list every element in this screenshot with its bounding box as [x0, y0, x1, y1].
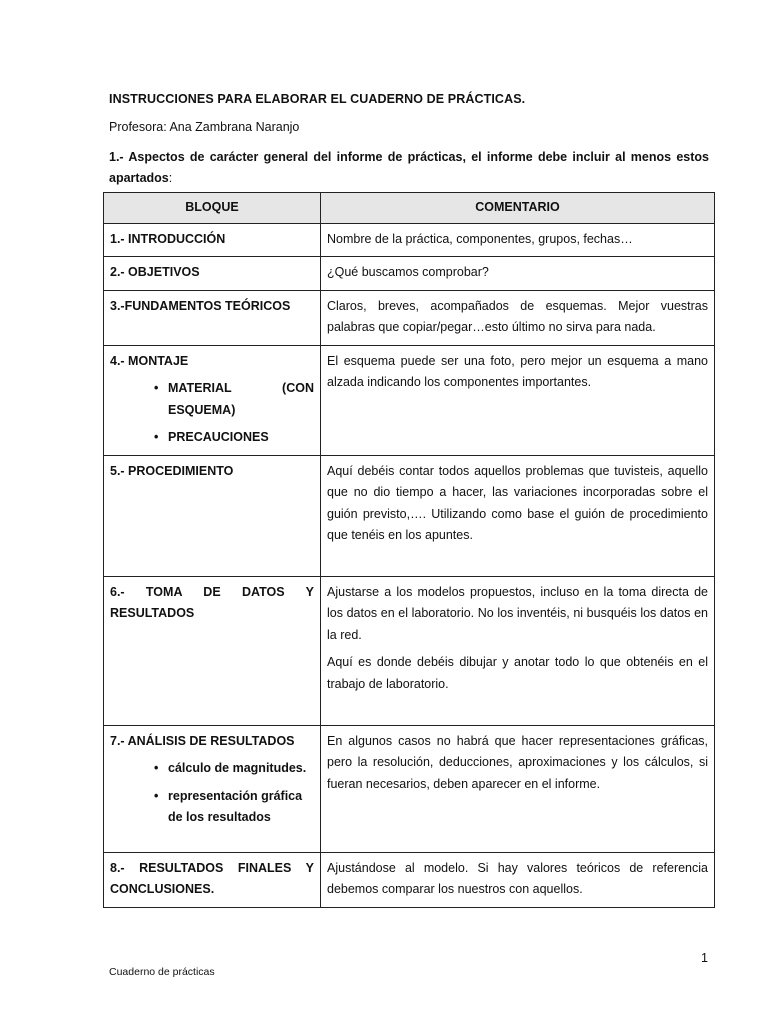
bullet-icon: • — [154, 761, 159, 775]
block-title: 7.- ANÁLISIS DE RESULTADOS — [110, 733, 295, 748]
comment-cell: Nombre de la práctica, componentes, grupos, fechas… — [321, 223, 715, 257]
block-cell: 6.- TOMA DE DATOS Y RESULTADOS — [104, 576, 321, 725]
header-comentario: COMENTARIO — [321, 193, 715, 224]
comment-cell: ¿Qué buscamos comprobar? — [321, 257, 715, 291]
subitem-text: PRECAUCIONES — [168, 430, 269, 444]
section-heading-text: 1.- Aspectos de carácter general del informe de prácticas, el informe debe incluir al menos estos apartados — [109, 150, 709, 185]
subitem-text: representación gráfica de los resultados — [168, 788, 303, 824]
block-cell: 1.- INTRODUCCIÓN — [104, 223, 321, 257]
block-title: 4.- MONTAJE — [110, 353, 189, 368]
list-item — [110, 427, 314, 449]
section-heading-colon: : — [168, 171, 173, 185]
subitem-text: MATERIAL (CON ESQUEMA) — [168, 381, 314, 417]
comment-cell: Ajustándose al modelo. Si hay valores teóricos de referencia debemos comparar los nuestros con aquellos. — [321, 852, 715, 907]
list-item — [110, 758, 314, 780]
bullet-icon: • — [154, 788, 159, 803]
list-item — [110, 378, 314, 421]
blocks-table — [103, 192, 715, 908]
block-cell: 2.- OBJETIVOS — [104, 257, 321, 291]
list-item — [110, 786, 314, 829]
subitem-text: cálculo de magnitudes. — [168, 761, 307, 775]
comment-cell: El esquema puede ser una foto, pero mejor un esquema a mano alzada indicando los componentes importantes. — [321, 345, 715, 455]
comment-cell: Aquí debéis contar todos aquellos problemas que tuvisteis, aquello que no dio tiempo a hacer, las variaciones incorporadas sobre el guión previsto,…. Utilizando como base el guión de procedimiento que tenéis en los apuntes. — [321, 455, 715, 576]
block-cell: 5.- PROCEDIMIENTO — [104, 455, 321, 576]
comment-cell — [321, 576, 715, 725]
table-row — [104, 725, 715, 852]
block-cell — [104, 345, 321, 455]
section-heading — [109, 147, 709, 189]
block-cell: 8.- RESULTADOS FINALES Y CONCLUSIONES. — [104, 852, 321, 907]
page-footer: Cuaderno de prácticas — [109, 966, 215, 978]
table-header-row — [104, 193, 715, 224]
table-row — [104, 223, 715, 257]
page-number: 1 — [701, 951, 708, 965]
document-title: INSTRUCCIONES PARA ELABORAR EL CUADERNO DE PRÁCTICAS. — [109, 92, 526, 106]
comment-paragraph: Ajustarse a los modelos propuestos, incluso en la toma directa de los datos en el laboratorio. No los inventéis, ni busquéis los datos en la red. — [327, 584, 708, 642]
comment-cell: En algunos casos no habrá que hacer representaciones gráficas, pero la resolución, deducciones, aproximaciones y los cálculos, si fueran necesarios, deben aparecer en el informe. — [321, 725, 715, 852]
table-row — [104, 257, 715, 291]
block-cell: 3.-FUNDAMENTOS TEÓRICOS — [104, 290, 321, 345]
header-bloque: BLOQUE — [104, 193, 321, 224]
teacher-name: Profesora: Ana Zambrana Naranjo — [109, 120, 300, 134]
table-row — [104, 852, 715, 907]
comment-paragraph: Aquí es donde debéis dibujar y anotar todo lo que obtenéis en el trabajo de laboratorio. — [327, 655, 708, 691]
bullet-icon: • — [154, 430, 159, 444]
table-row — [104, 455, 715, 576]
table-row — [104, 345, 715, 455]
table-row — [104, 576, 715, 725]
comment-cell: Claros, breves, acompañados de esquemas. Mejor vuestras palabras que copiar/pegar…esto último no sirva para nada. — [321, 290, 715, 345]
block-cell — [104, 725, 321, 852]
table-row — [104, 290, 715, 345]
bullet-icon: • — [154, 381, 159, 395]
